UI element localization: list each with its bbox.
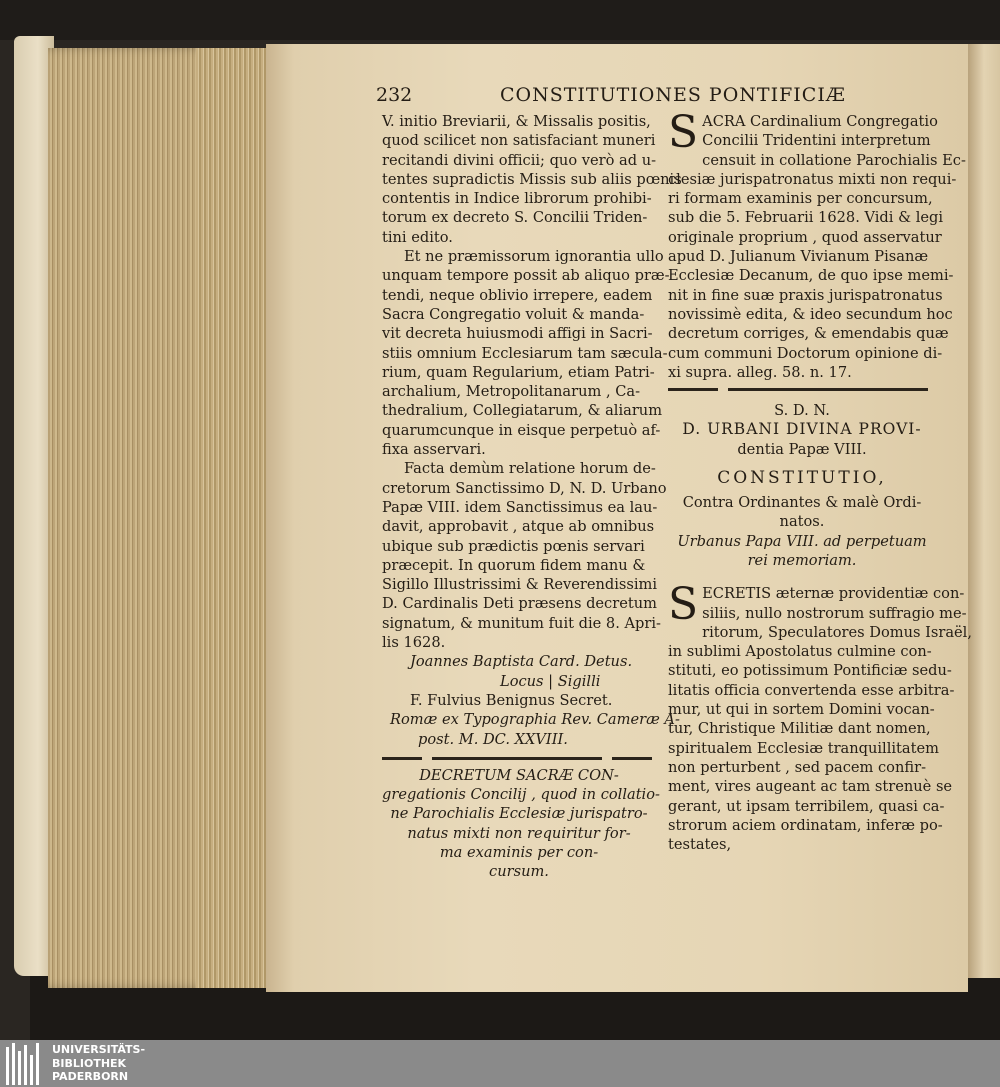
- text-line: litatis officia convertenda esse arbitra-: [668, 681, 955, 699]
- text-line: ri formam examinis per concursum,: [668, 190, 933, 208]
- urbani-heading-2: dentia Papæ VIII.: [737, 440, 867, 458]
- text-line: cretorum Sanctissimo D, N. D. Urbano: [382, 479, 667, 497]
- paragraph-sacra-cardinalium: [668, 107, 966, 382]
- text-line: quod scilicet non satisfaciant muneri: [382, 132, 656, 150]
- library-name-line-2: BIBLIOTHEK: [52, 1056, 127, 1070]
- text-line: strorum aciem ordinatam, inferæ po-: [668, 816, 943, 834]
- text-line: siliis, nullo nostrorum suffragio me-: [702, 604, 967, 622]
- text-line: originale proprium , quod asservatur: [668, 228, 942, 246]
- text-line: V. initio Breviarii, & Missalis positis,: [382, 113, 651, 130]
- section-divider-right: [668, 388, 936, 391]
- text-line: cum communi Doctorum opinione di-: [668, 344, 943, 362]
- imprint-line-2: post. M. DC. XXVIII.: [418, 730, 568, 748]
- text-line: lis 1628.: [382, 634, 446, 652]
- text-line: xi supra. alleg. 58. n. 17.: [668, 363, 852, 381]
- text-line: quarumcunque in eisque perpetuò af-: [382, 421, 661, 439]
- text-line: Facta demùm relatione horum de-: [404, 460, 656, 478]
- right-column: [668, 107, 972, 854]
- paragraph-continuation: [382, 112, 682, 247]
- page-header: [376, 84, 936, 112]
- left-column: [382, 112, 682, 882]
- text-line: vit decreta huiusmodi affigi in Sacri-: [382, 325, 653, 343]
- text-line: stituti, eo potissimum Pontificiæ sedu-: [668, 662, 952, 680]
- text-line: fixa asservari.: [382, 441, 486, 459]
- text-line: spiritualem Ecclesiæ tranquillitatem: [668, 739, 939, 757]
- text-line: Sacra Congregatio voluit & manda-: [382, 305, 645, 323]
- contra-line-1: Contra Ordinantes & malè Ordi-: [682, 494, 922, 512]
- text-line: unquam tempore possit ab aliquo præ-: [382, 267, 670, 285]
- section-divider: [382, 757, 656, 760]
- text-line: ma examinis per con-: [439, 843, 599, 861]
- text-line: mur, ut qui in sortem Domini vocan-: [668, 701, 935, 719]
- text-line: ubique sub prædictis pœnis servari: [382, 537, 645, 555]
- contra-line-2: natos.: [779, 513, 825, 531]
- paragraph-ne-praemissorum: [382, 247, 670, 459]
- text-line: gregationis Concilij , quod in collatio-: [382, 786, 660, 804]
- text-line: signatum, & munitum fuit die 8. Apri-: [382, 614, 661, 632]
- text-line: testates,: [668, 836, 732, 854]
- library-name-line-1: UNIVERSITÄTS-: [52, 1043, 146, 1056]
- text-line: clesiæ jurispatronatus mixti non requi-: [668, 170, 957, 188]
- text-line: archalium, Metropolitanarum , Ca-: [382, 383, 641, 401]
- drop-capital-s-2: S: [668, 579, 699, 631]
- text-line: præcepit. In quorum fidem manu &: [382, 556, 646, 574]
- page-stack-inner: [196, 48, 266, 988]
- text-line: ECRETIS æternæ providentiæ con-: [702, 585, 965, 603]
- page-number: 232: [376, 84, 413, 106]
- facing-page-edge: [968, 44, 1000, 978]
- text-line: novissimè edita, & ideo secundum hoc: [668, 305, 953, 323]
- text-line: stiis omnium Ecclesiarum tam sæcula-: [382, 344, 668, 362]
- text-line: Ecclesiæ Decanum, de quo ipse memi-: [668, 267, 954, 285]
- decretum-heading: [382, 766, 660, 882]
- urbani-heading-1: D. URBANI DIVINA PROVI-: [682, 420, 922, 439]
- text-line: tendi, neque oblivio irrepere, eadem: [382, 286, 653, 304]
- text-line: D. Cardinalis Deti præsens decretum: [382, 595, 657, 613]
- text-line: ACRA Cardinalium Congregatio: [702, 113, 938, 130]
- text-line: non perturbent , sed pacem confir-: [668, 758, 927, 776]
- scan-background-top: [0, 0, 1000, 40]
- library-footer: [0, 1040, 1000, 1087]
- text-line: Sigillo Illustrissimi & Reverendissimi: [382, 576, 658, 594]
- text-line: thedralium, Collegiatarum, & aliarum: [382, 402, 663, 420]
- text-line: ne Parochialis Ecclesiæ jurispatro-: [390, 805, 648, 823]
- text-line: decretum corriges, & emendabis quæ: [668, 325, 949, 343]
- text-line: Et ne præmissorum ignorantia ullo: [404, 248, 664, 266]
- text-line: apud D. Julianum Vivianum Pisanæ: [668, 248, 929, 266]
- signature-cardinal: Joannes Baptista Card. Detus.: [410, 653, 633, 671]
- text-line: ritorum, Speculatores Domus Israël,: [702, 623, 972, 641]
- text-line: sub die 5. Februarii 1628. Vidi & legi: [668, 209, 944, 227]
- text-line: rium, quam Regularium, etiam Patri-: [382, 363, 655, 381]
- drop-capital-s: S: [668, 107, 699, 158]
- text-line: Concilii Tridentini interpretum: [702, 132, 931, 150]
- library-logo-icon: [6, 1043, 46, 1085]
- urbanus-line-2: rei memoriam.: [747, 551, 857, 569]
- paragraph-facta-demum: [382, 459, 667, 652]
- imprint-line-1: Romæ ex Typographia Rev. Cameræ A-: [390, 711, 680, 729]
- signature-seal: Locus | Sigilli: [500, 672, 601, 690]
- text-line: tur, Christique Militiæ dant nomen,: [668, 720, 931, 738]
- library-name: [52, 1043, 145, 1084]
- text-line: tentes supradictis Missis sub aliis pœnis: [382, 170, 682, 188]
- running-head: CONSTITUTIONES PONTIFICIÆ: [500, 84, 846, 106]
- text-line: cursum.: [489, 863, 549, 881]
- text-line: natus mixti non requiritur for-: [407, 824, 631, 842]
- text-line: DECRETUM SACRÆ CON-: [419, 766, 619, 784]
- text-line: in sublimi Apostolatus culmine con-: [668, 643, 932, 661]
- text-line: contentis in Indice librorum prohibi-: [382, 190, 652, 208]
- text-line: tini edito.: [382, 228, 453, 246]
- library-name-line-3: PADERBORN: [52, 1070, 129, 1083]
- text-line: davit, approbavit , atque ab omnibus: [382, 518, 655, 536]
- text-line: recitandi divini officii; quo verò ad u-: [382, 151, 657, 169]
- text-line: Papæ VIII. idem Sanctissimus ea lau-: [382, 498, 658, 516]
- text-line: nit in fine suæ praxis jurispatronatus: [668, 286, 943, 304]
- constitutio-title: CONSTITUTIO,: [717, 468, 887, 489]
- signature-secretary: F. Fulvius Benignus Secret.: [410, 691, 613, 709]
- text-line: gerant, ut ipsam terribilem, quasi ca-: [668, 797, 945, 815]
- urbanus-line-1: Urbanus Papa VIII. ad perpetuam: [677, 532, 927, 550]
- sdn-heading: S. D. N.: [774, 402, 830, 420]
- text-line: torum ex decreto S. Concilii Triden-: [382, 209, 648, 227]
- text-line: censuit in collatione Parochialis Ec-: [702, 151, 966, 169]
- text-line: ment, vires augeant ac tam strenuè se: [668, 778, 953, 796]
- paragraph-secretis: [668, 579, 972, 854]
